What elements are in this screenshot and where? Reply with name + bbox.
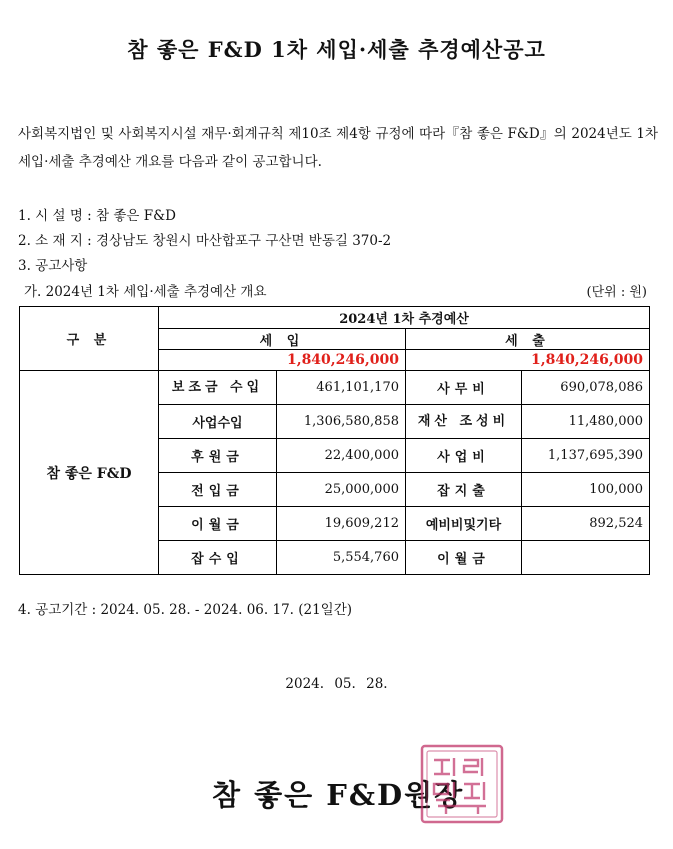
notice-subheading: 가. 2024년 1차 세입·세출 추경예산 개요 xyxy=(24,284,267,300)
revenue-header: 세 입 xyxy=(159,329,406,350)
rev-label: 이월금 xyxy=(159,507,277,541)
budget-header: 2024년 1차 추경예산 xyxy=(159,307,650,329)
rev-label: 사업수입 xyxy=(159,405,277,439)
expense-header: 세 출 xyxy=(406,329,650,350)
org-name-cell: 참 좋은 F&D xyxy=(20,371,159,575)
exp-label: 사무비 xyxy=(406,371,522,405)
rev-value: 1,306,580,858 xyxy=(277,405,406,439)
category-header: 구 분 xyxy=(20,307,159,371)
exp-value: 892,524 xyxy=(522,507,650,541)
facility-name: 1. 시 설 명 : 참 좋은 F&D xyxy=(18,208,176,224)
exp-value: 690,078,086 xyxy=(522,371,650,405)
unit-label: (단위 : 원) xyxy=(586,285,647,300)
exp-value xyxy=(522,541,650,575)
table-row xyxy=(20,371,650,405)
signature: 참 좋은 F&D원장 xyxy=(212,778,465,812)
exp-label: 예비비및기타 xyxy=(406,507,522,541)
rev-label: 보조금 수입 xyxy=(159,371,277,405)
rev-value: 25,000,000 xyxy=(277,473,406,507)
exp-label: 재산 조성비 xyxy=(406,405,522,439)
exp-label: 이월금 xyxy=(406,541,522,575)
document-title: 참 좋은 F&D 1차 세입·세출 추경예산공고 xyxy=(127,37,546,62)
expense-total: 1,840,246,000 xyxy=(406,350,650,371)
notice-heading: 3. 공고사항 xyxy=(18,258,88,274)
rev-value: 5,554,760 xyxy=(277,541,406,575)
exp-value: 100,000 xyxy=(522,473,650,507)
notice-period: 4. 공고기간 : 2024. 05. 28. - 2024. 06. 17. (21일간) xyxy=(18,602,353,618)
exp-value: 11,480,000 xyxy=(522,405,650,439)
exp-label: 사업비 xyxy=(406,439,522,473)
rev-value: 19,609,212 xyxy=(277,507,406,541)
rev-label: 후원금 xyxy=(159,439,277,473)
facility-location: 2. 소 재 지 : 경상남도 창원시 마산합포구 구산면 반동길 370-2 xyxy=(18,233,392,249)
rev-label: 전입금 xyxy=(159,473,277,507)
exp-value: 1,137,695,390 xyxy=(522,439,650,473)
exp-label: 잡지출 xyxy=(406,473,522,507)
official-seal-icon xyxy=(420,744,504,824)
rev-value: 22,400,000 xyxy=(277,439,406,473)
budget-table xyxy=(19,306,650,575)
rev-label: 잡수입 xyxy=(159,541,277,575)
rev-value: 461,101,170 xyxy=(277,371,406,405)
revenue-total: 1,840,246,000 xyxy=(159,350,406,371)
intro-paragraph: 사회복지법인 및 사회복지시설 재무·회계규칙 제10조 제4항 규정에 따라『참 좋은 F&D』의 2024년도 1차 세입·세출 추경예산 개요를 다음과 같이 공고합니다. xyxy=(18,126,658,170)
notice-date: 2024. 05. 28. xyxy=(285,676,388,692)
